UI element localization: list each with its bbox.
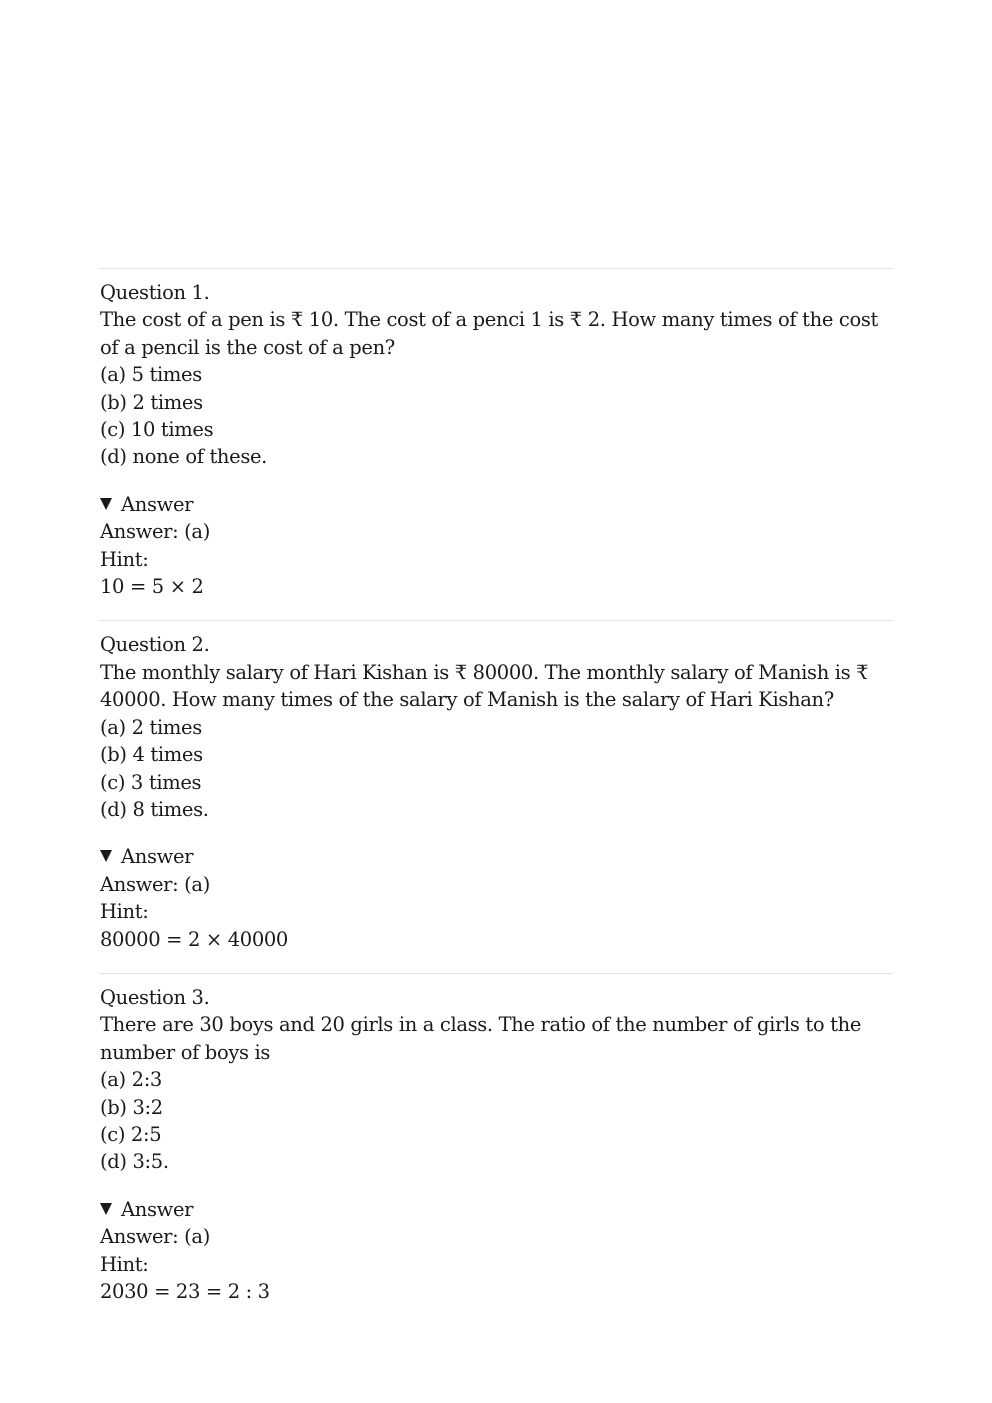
option-c: (c) 3 times bbox=[100, 770, 202, 794]
answer-details bbox=[100, 843, 893, 973]
hint-label: Hint: bbox=[100, 547, 149, 571]
triangle-down-icon bbox=[100, 498, 112, 510]
hint-text: 10 = 5 × 2 bbox=[100, 575, 204, 599]
option-a: (a) 5 times bbox=[100, 363, 202, 387]
option-b: (b) 4 times bbox=[100, 743, 203, 767]
answer-toggle[interactable] bbox=[100, 843, 893, 870]
question-text: There are 30 boys and 20 girls in a class. The ratio of the number of girls to the number of boys is bbox=[100, 1013, 862, 1064]
option-c: (c) 2:5 bbox=[100, 1122, 162, 1146]
answer-details bbox=[100, 491, 893, 621]
option-a: (a) 2 times bbox=[100, 715, 202, 739]
option-b: (b) 2 times bbox=[100, 390, 203, 414]
answer-toggle[interactable] bbox=[100, 491, 893, 518]
questions-container bbox=[100, 268, 893, 1325]
answer-details bbox=[100, 1196, 893, 1326]
question-text: The cost of a pen is ₹ 10. The cost of a penci 1 is ₹ 2. How many times of the cost of a pencil is the cost of a pen? bbox=[100, 308, 878, 359]
question-title: Question 2. bbox=[100, 633, 210, 657]
question-3 bbox=[100, 974, 893, 1325]
triangle-down-icon bbox=[100, 1203, 112, 1215]
hint-text: 2030 = 23 = 2 : 3 bbox=[100, 1280, 270, 1303]
triangle-down-icon bbox=[100, 850, 112, 862]
option-d: (d) none of these. bbox=[100, 445, 268, 469]
answer-text: Answer: (a) bbox=[100, 872, 210, 896]
option-c: (c) 10 times bbox=[100, 418, 214, 442]
option-b: (b) 3:2 bbox=[100, 1095, 163, 1119]
hint-label: Hint: bbox=[100, 900, 149, 924]
question-title: Question 1. bbox=[100, 281, 210, 304]
answer-toggle-label: Answer bbox=[121, 492, 194, 516]
option-d: (d) 3:5. bbox=[100, 1150, 169, 1174]
answer-toggle[interactable] bbox=[100, 1196, 893, 1223]
answer-text: Answer: (a) bbox=[100, 1225, 210, 1249]
hint-label: Hint: bbox=[100, 1252, 149, 1276]
option-a: (a) 2:3 bbox=[100, 1068, 162, 1092]
hint-text: 80000 = 2 × 40000 bbox=[100, 927, 288, 951]
answer-toggle-label: Answer bbox=[121, 1197, 194, 1221]
answer-toggle-label: Answer bbox=[121, 845, 194, 869]
question-1 bbox=[100, 269, 893, 620]
option-d: (d) 8 times. bbox=[100, 797, 209, 821]
question-text: The monthly salary of Hari Kishan is ₹ 80000. The monthly salary of Manish is ₹ 40000. How many times of the salary of Manish is the salary of Hari Kishan? bbox=[100, 660, 869, 712]
question-2 bbox=[100, 621, 893, 972]
question-title: Question 3. bbox=[100, 985, 210, 1009]
answer-text: Answer: (a) bbox=[100, 520, 210, 544]
